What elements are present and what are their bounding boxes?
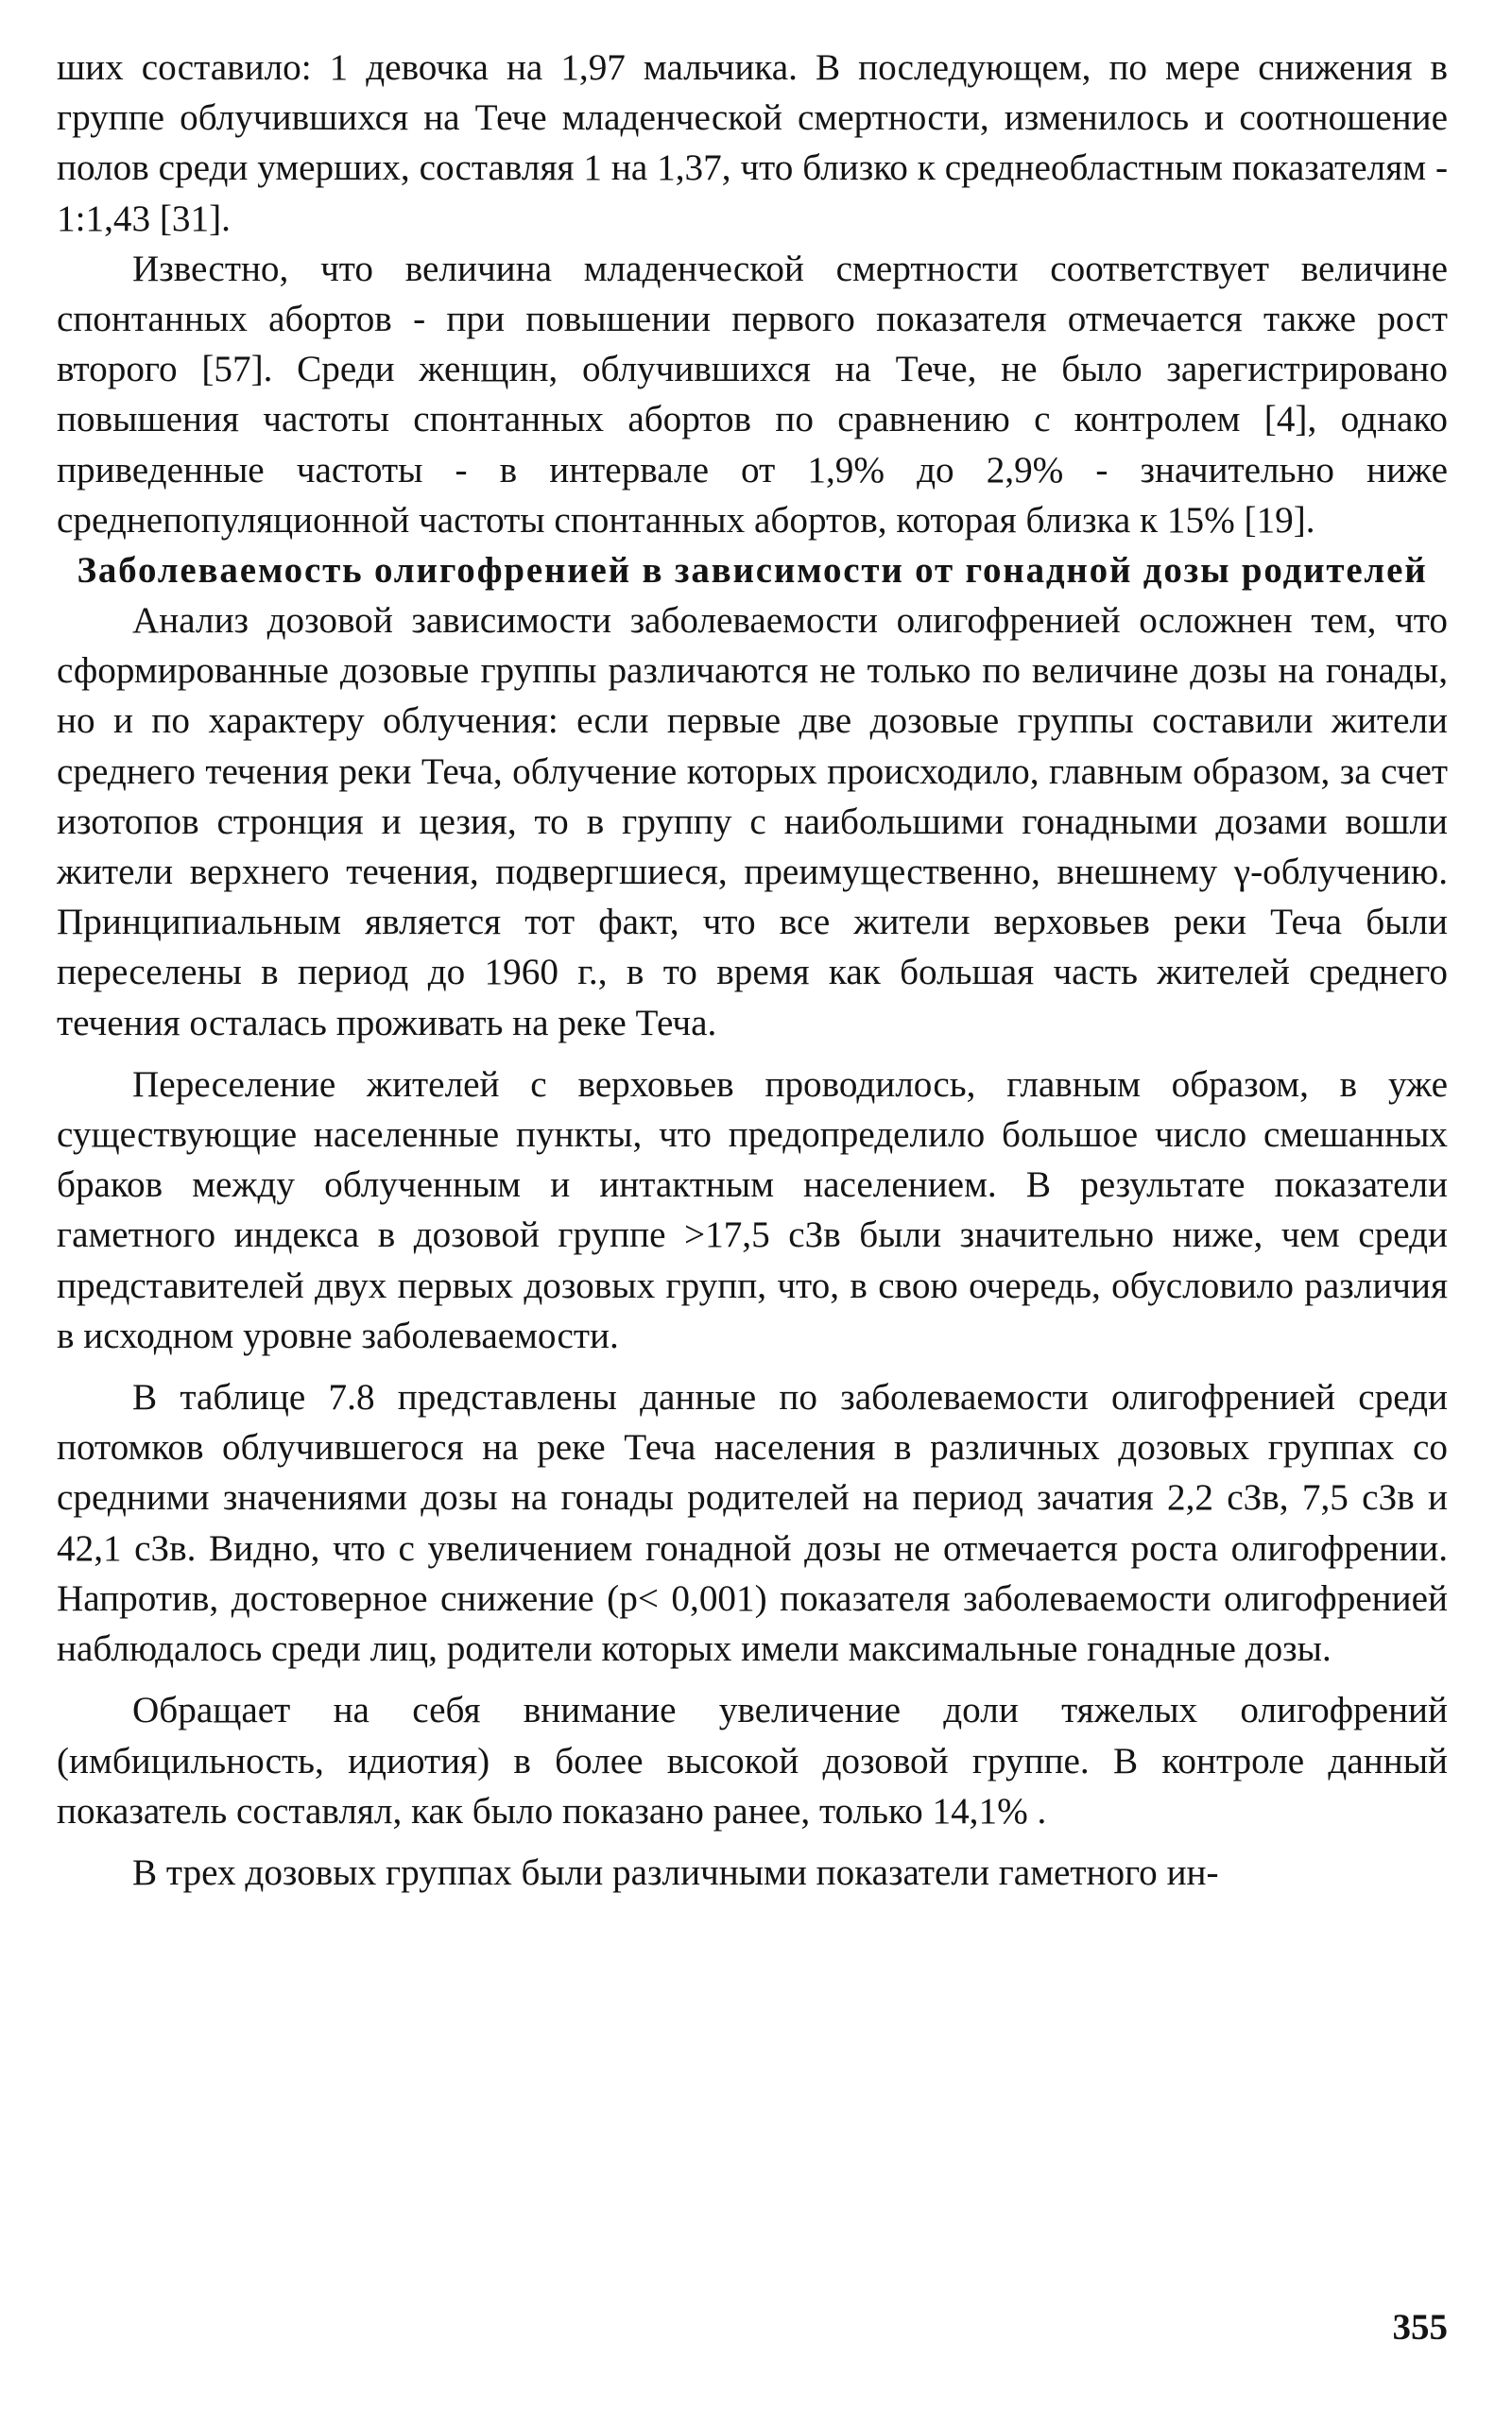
paragraph-7: В трех дозовых группах были различными показатели гаметного ин- bbox=[132, 1851, 1219, 1893]
page-number: 355 bbox=[1392, 2307, 1448, 2348]
paragraph-2: Известно, что величина младенческой смертности соответствует величине спонтанных абортов - при повышении первого показателя отмечается также рост второго [57]. Среди женщин, облучившихся на Тече, не было зарегистрировано повышения частоты спонтанных абортов по сравнению с контролем [4], однако приведенные частоты - в интервале от 1,9% до 2,9% - значительно ниже среднепопуляционной частоты спонтанных абортов, которая близка к 15% [19]. bbox=[57, 248, 1448, 541]
paragraph-5: В таблице 7.8 представлены данные по заболеваемости олигофренией среди потомков облучившегося на реке Теча населения в различных дозовых группах со средними значениями дозы на гонады родителей на период зачатия 2,2 сЗв, 7,5 сЗв и 42,1 сЗв. Видно, что с увеличением гонадной дозы не отмечается роста олигофрении. Напротив, достоверное снижение (p< 0,001) показателя заболеваемости олигофренией наблюдалось среди лиц, родители которых имели максимальные гонадные дозы. bbox=[57, 1377, 1448, 1670]
body-text bbox=[57, 43, 1448, 1898]
paragraph-3: Анализ дозовой зависимости заболеваемости олигофренией осложнен тем, что сформированные дозовые группы различаются не только по величине дозы на гонады, но и по характеру облучения: если первые две дозовые группы составили жители среднего течения реки Теча, облучение которых происходило, главным образом, за счет изотопов стронция и цезия, то в группу с наибольшими гонадными дозами вошли жители верхнего течения, подвергшиеся, преимущественно, внешнему γ-облучению. Принципиальным является тот факт, что все жители верховьев реки Теча были переселены в период до 1960 г., в то время как большая часть жителей среднего течения осталась проживать на реке Теча. bbox=[57, 600, 1448, 1043]
paragraph-6: Обращает на себя внимание увеличение доли тяжелых олигофрений (имбицильность, идиотия) в более высокой дозовой группе. В контроле данный показатель составлял, как было показано ранее, только 14,1% . bbox=[57, 1690, 1448, 1832]
section-heading: Заболеваемость олигофренией в зависимости от гонадной дозы родителей bbox=[77, 550, 1428, 592]
paragraph-1: ших составило: 1 девочка на 1,97 мальчика. В последующем, по мере снижения в группе облучившихся на Тече младенческой смертности, изменилось и соотношение полов среди умерших, составляя 1 на 1,37, что близко к среднеобластным показателям - 1:1,43 [31]. bbox=[57, 47, 1448, 239]
paragraph-4: Переселение жителей с верховьев проводилось, главным образом, в уже существующие населенные пункты, что предопределило большое число смешанных браков между облученным и интактным населением. В результате показатели гаметного индекса в дозовой группе >17,5 сЗв были значительно ниже, чем среди представителей двух первых дозовых групп, что, в свою очередь, обусловило различия в исходном уровне заболеваемости. bbox=[57, 1063, 1448, 1356]
